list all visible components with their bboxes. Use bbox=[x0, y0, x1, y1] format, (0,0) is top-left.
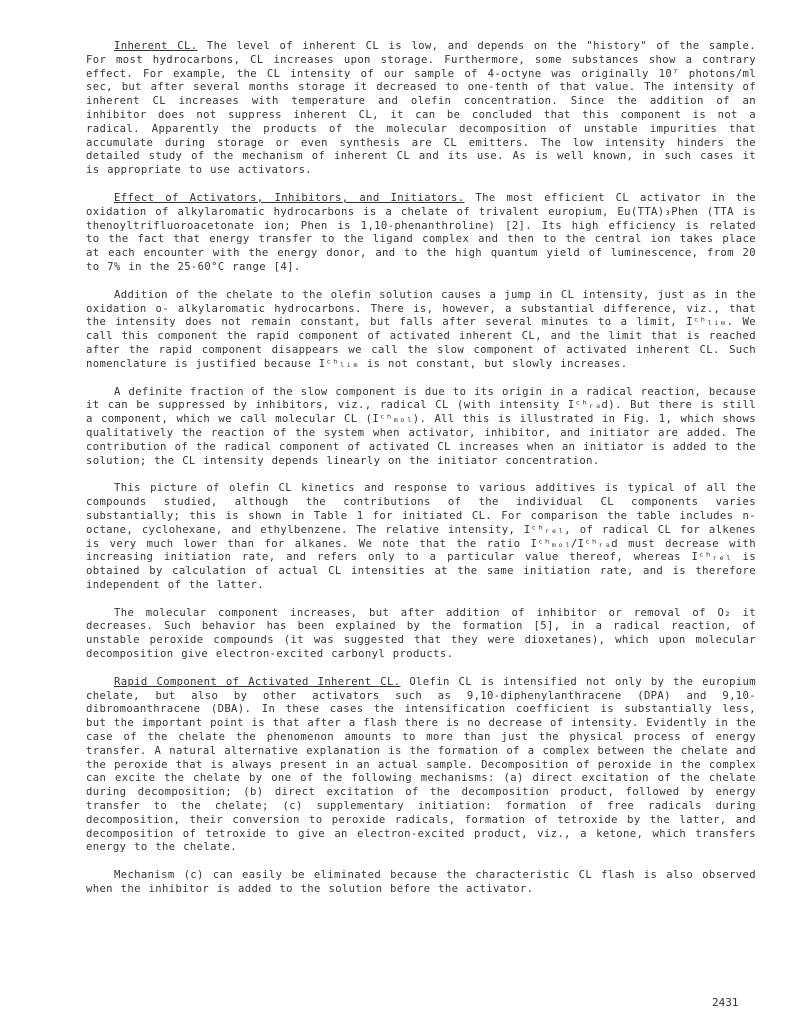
paragraph-text: Olefin CL is intensified not only by the europium chelate, but also by other activators such as 9,10-diphenylanthracene (DPA) and 9,10-dibromoanthracene (DBA). In these cases the intensification coefficient is substantially less, but the important point is that after a flash there is no decrease of intensity. Evidently in the case of the chelate the phenomenon amounts to more than just the physical process of energy transfer. A natural alternative explanation is the formation of a complex between the chelate and the peroxide that is always present in an actual sample. Decomposition of peroxide in the complex can excite the chelate by one of the following mechanisms: (a) direct excitation of the chelate during decomposition; (b) direct excitation of the decomposition product, followed by energy transfer to the chelate; (c) supplementary initiation: formation of free radicals during decomposition, their conversion to peroxide radicals, formation of tetroxide by the latter, and decomposition of tetroxide to give an electron-excited product, viz., a ketone, which transfers energy to the chelate. bbox=[86, 675, 756, 854]
paragraph-slow-component bbox=[86, 386, 756, 469]
paragraph-mechanism-c bbox=[86, 869, 756, 897]
paragraph-text: Addition of the chelate to the olefin solution causes a jump in CL intensity, just as in the oxidation o- alkylaromatic hydrocarbons. There is, however, a substantial difference, viz., that the intensity does not remain constant, but falls after several minutes to a limit, Iᶜʰₗᵢₘ. We call this component the rapid component of activated inherent CL, and the limit that is reached after the rapid component disappears we call the slow component of activated inherent CL. Such nomenclature is justified because Iᶜʰₗᵢₘ is not constant, but slowly increases. bbox=[86, 288, 756, 370]
paragraph-inherent-cl bbox=[86, 40, 756, 178]
paragraph-text: Mechanism (c) can easily be eliminated because the characteristic CL flash is also observed when the inhibitor is added to the solution before the activator. bbox=[86, 869, 756, 896]
paragraph-text: A definite fraction of the slow component is due to its origin in a radical reaction, because it can be suppressed by inhibitors, viz., radical CL (with intensity Iᶜʰᵣₐd). But there is still a component, which we call molecular CL (Iᶜʰₘₒₗ). All this is illustrated in Fig. 1, which shows qualitatively the reaction of the system when activator, inhibitor, and initiator are added. The contribution of the radical component of activated CL increases when an initiator is added to the solution; the CL intensity depends linearly on the initiator concentration. bbox=[86, 385, 756, 467]
page-number: 2431 bbox=[712, 996, 739, 1009]
paragraph-kinetics bbox=[86, 482, 756, 592]
paragraph-molecular-component bbox=[86, 607, 756, 662]
paragraph-rapid-component bbox=[86, 676, 756, 855]
paragraph-text: The molecular component increases, but after addition of inhibitor or removal of O₂ it decreases. Such behavior has been explained by the formation [5], in a radical reaction, of unstable peroxide compounds (it was suggested that they were dioxetanes), which upon molecular decomposition give electron-excited carbonyl products. bbox=[86, 606, 756, 661]
page-body bbox=[86, 40, 756, 911]
paragraph-text: This picture of olefin CL kinetics and response to various additives is typical of all the compounds studied, although the contributions of the individual CL components varies substantially; this is shown in Table 1 for initiated CL. For comparison the table includes n-octane, cyclohexane, and ethylbenzene. The relative intensity, Iᶜʰᵣₑₗ, of radical CL for alkenes is very much lower than for alkanes. We note that the ratio Iᶜʰₘₒₗ/Iᶜʰᵣₐd must decrease with increasing initiation rate, and refers only to a particular value thereof, whereas Iᶜʰᵣₑₗ is obtained by calculation of actual CL intensities at the same initiation rate, and is therefore independent of the latter. bbox=[86, 482, 756, 591]
paragraph-text: The level of inherent CL is low, and depends on the "history" of the sample. For most hydrocarbons, CL increases upon storage. Furthermore, some substances show a contrary effect. For example, the CL intensity of our sample of 4-octyne was originally 10⁷ photons/ml sec, but after several months storage it decreased to one-tenth of that value. The intensity of inherent CL increases with temperature and olefin concentration. Since the addition of an inhibitor does not suppress inherent CL, it can be concluded that this component is not a radical. Apparently the products of the molecular decomposition of unstable impurities that accumulate during storage or even synthesis are CL emitters. The low intensity hinders the detailed study of the mechanism of inherent CL and its use. As is well known, in such cases it is appropriate to use activators. bbox=[86, 40, 756, 177]
section-heading: Effect of Activators, Inhibitors, and Initiators. bbox=[114, 191, 465, 204]
section-heading: Inherent CL. bbox=[114, 40, 198, 52]
paragraph-chelate-addition bbox=[86, 289, 756, 372]
paragraph-activators bbox=[86, 192, 756, 275]
paragraph-text: The most efficient CL activator in the oxidation of alkylaromatic hydrocarbons is a chelate of trivalent europium, Eu(TTA)₃Phen (TTA is thenoyltrifluoroacetonate ion; Phen is 1,10-phenanthroline) [2]. Its high efficiency is related to the fact that energy transfer to the ligand complex and then to the central ion takes place at each encounter with the energy donor, and to the high quantum yield of luminescence, from 20 to 7% in the 25-60°C range [4]. bbox=[86, 191, 756, 273]
section-heading: Rapid Component of Activated Inherent CL. bbox=[114, 675, 401, 688]
